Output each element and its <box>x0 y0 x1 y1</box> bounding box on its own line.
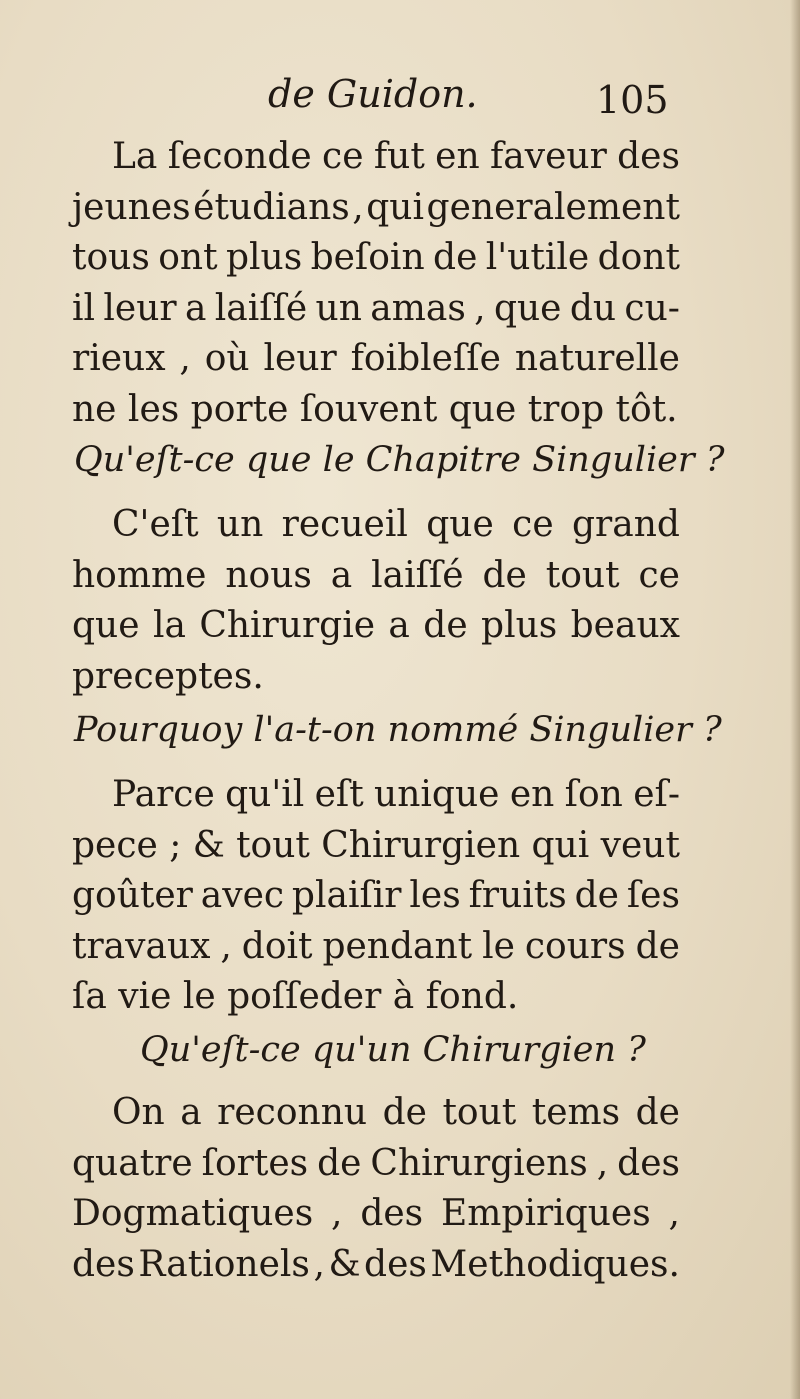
word: jeunes <box>72 186 191 228</box>
word: travaux <box>72 925 211 967</box>
word: veut <box>600 824 680 866</box>
word: de <box>382 1092 427 1133</box>
word: les <box>409 875 461 916</box>
text-line <box>72 1189 680 1240</box>
word: laiſſé <box>214 287 308 329</box>
text-line <box>72 334 680 385</box>
word: generalement <box>426 186 680 228</box>
word: de <box>423 605 468 646</box>
word: qu'il <box>225 774 305 815</box>
word: que <box>72 605 140 646</box>
word: eſt <box>314 774 364 815</box>
word: leur <box>263 338 337 379</box>
word: des <box>617 1142 680 1184</box>
word: C'eſt <box>112 504 199 545</box>
text-line: ne les porte ſouvent que trop tôt. <box>72 388 678 430</box>
paragraph-2 <box>72 500 680 702</box>
word: plus <box>481 605 558 646</box>
text-line <box>72 183 680 234</box>
word: unique <box>374 774 500 815</box>
paragraph-1 <box>72 132 680 435</box>
text-line <box>72 284 680 335</box>
word: cu- <box>624 287 680 329</box>
word: où <box>204 338 250 379</box>
word: des <box>360 1193 424 1234</box>
word: qui <box>531 824 590 866</box>
paragraph-3 <box>72 770 680 1023</box>
text-line <box>72 1139 680 1190</box>
word: en <box>435 136 480 177</box>
section-heading: Qu'eſt-ce que le Chapitre Singulier ? <box>74 440 725 480</box>
section-heading: Qu'eſt-ce qu'un Chirurgien ? <box>140 1030 646 1070</box>
word: que <box>426 504 494 545</box>
text-line <box>72 1088 680 1139</box>
word: de <box>574 875 619 916</box>
word: laiſſé <box>371 554 464 596</box>
word: ; <box>169 824 182 866</box>
word: ont <box>158 237 218 278</box>
word: pendant <box>322 925 473 967</box>
word: que <box>493 287 562 329</box>
text-line <box>72 132 680 183</box>
word: fruits <box>468 875 567 916</box>
word: & <box>328 1243 361 1285</box>
word: de <box>317 1142 362 1184</box>
word: tems <box>531 1092 621 1133</box>
word: fut <box>373 136 425 177</box>
word: a <box>388 605 410 646</box>
word: ſeconde <box>167 136 312 177</box>
word: Chirurgien <box>321 824 521 866</box>
word: le <box>482 925 515 967</box>
running-title: de Guidon. <box>268 72 478 116</box>
text-line <box>72 500 680 551</box>
word: tout <box>545 554 620 596</box>
word: recueil <box>281 504 408 545</box>
word: ce <box>512 504 554 545</box>
word: des <box>72 1243 135 1285</box>
word: il <box>72 287 96 329</box>
word: Empiriques <box>440 1193 651 1234</box>
word: leur <box>103 287 177 329</box>
word: ſon <box>564 774 623 815</box>
text-line <box>72 233 680 284</box>
word: La <box>112 136 158 177</box>
word: , <box>313 1243 325 1285</box>
word: qui <box>366 186 425 228</box>
word: de <box>635 925 680 967</box>
word: pece <box>72 824 158 866</box>
word: On <box>112 1092 165 1133</box>
word: Dogmatiques <box>72 1193 314 1234</box>
text-line <box>72 871 680 922</box>
word: de <box>482 554 527 596</box>
text-line: preceptes. <box>72 655 264 697</box>
word: grand <box>572 504 680 545</box>
text-line <box>72 1240 680 1291</box>
word: en <box>509 774 555 815</box>
word: Rationels <box>138 1243 310 1285</box>
word: reconnu <box>217 1092 368 1133</box>
section-heading: Pourquoy l'a-t-on nommé Singulier ? <box>74 710 722 750</box>
word: un <box>315 287 362 329</box>
word: ce <box>322 136 364 177</box>
word: de <box>635 1092 680 1133</box>
word: Chirurgie <box>199 605 376 646</box>
text-line <box>72 922 680 973</box>
word: faveur <box>489 136 607 177</box>
word: des <box>617 136 680 177</box>
text-line <box>72 551 680 602</box>
word: des <box>364 1243 427 1285</box>
word: dont <box>597 237 680 278</box>
word: plaiſir <box>291 875 402 916</box>
word: tout <box>442 1092 517 1133</box>
text-line <box>72 821 680 872</box>
word: , <box>668 1193 680 1234</box>
word: Parce <box>112 774 215 815</box>
word: , <box>179 338 191 379</box>
word: tout <box>236 824 310 866</box>
word: a <box>180 1092 202 1133</box>
word: l'utile <box>485 237 590 278</box>
word: a <box>184 287 207 329</box>
word: beaux <box>570 605 680 646</box>
word: & <box>192 824 225 866</box>
page-header <box>0 72 800 132</box>
word: amas <box>370 287 466 329</box>
word: nous <box>225 554 312 596</box>
word: foibleſſe <box>350 338 501 379</box>
word: plus <box>225 237 303 278</box>
word: , <box>220 925 232 967</box>
word: doit <box>241 925 313 967</box>
word: la <box>152 605 186 646</box>
word: Methodiques. <box>430 1243 680 1285</box>
word: eſ- <box>633 774 680 815</box>
paragraph-4 <box>72 1088 680 1290</box>
word: , <box>474 287 486 329</box>
word: étudians <box>193 186 350 228</box>
word: de <box>433 237 478 278</box>
word: a <box>330 554 353 596</box>
word: , <box>596 1142 609 1184</box>
word: homme <box>72 554 207 596</box>
word: , <box>352 186 364 228</box>
word: cours <box>524 925 626 967</box>
word: du <box>569 287 617 329</box>
word: ſes <box>626 875 680 916</box>
word: ſortes <box>201 1142 309 1184</box>
text-line <box>72 601 680 652</box>
word: rieux <box>72 338 166 379</box>
word: quatre <box>72 1142 193 1184</box>
word: Chirurgiens <box>370 1142 588 1184</box>
word: naturelle <box>514 338 680 379</box>
word: un <box>216 504 264 545</box>
word: beſoin <box>310 237 425 278</box>
word: , <box>331 1193 343 1234</box>
text-line: ſa vie le poſſeder à fond. <box>72 976 519 1017</box>
word: tous <box>72 237 150 278</box>
word: ce <box>638 554 680 596</box>
word: goûter <box>72 875 193 916</box>
text-line <box>72 770 680 821</box>
word: avec <box>200 875 285 916</box>
page-number: 105 <box>596 78 669 122</box>
